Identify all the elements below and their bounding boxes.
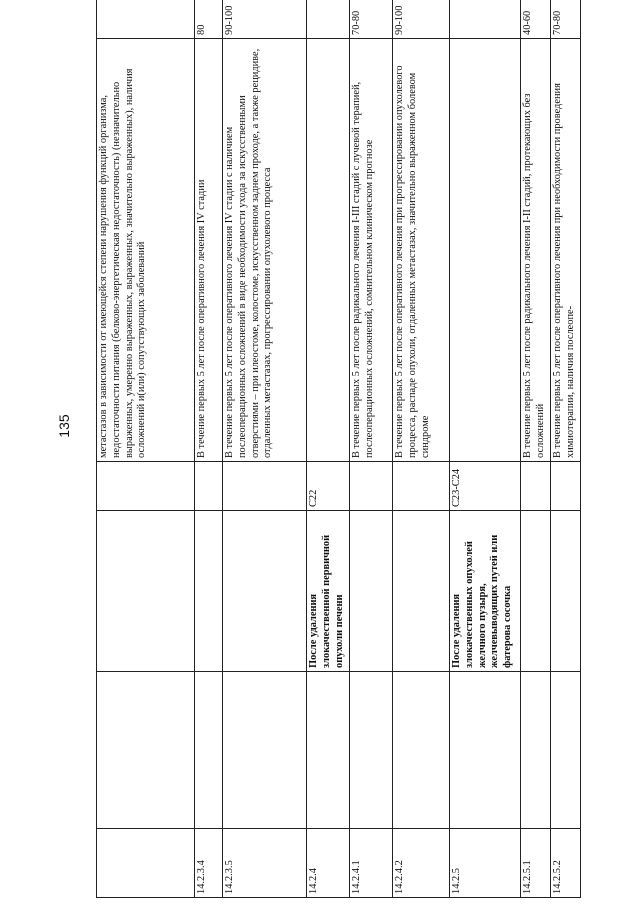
table-row <box>97 0 195 898</box>
category-cell <box>450 672 521 829</box>
condition-name: После удаления злокачественных опухолей желчного пузыря, желчевыводящих путей или фатерова сосочка <box>450 511 521 672</box>
percent-value: 80 <box>195 0 223 39</box>
percent-value <box>450 0 521 39</box>
classification-table <box>96 0 581 898</box>
percent-value: 70-80 <box>551 0 581 39</box>
item-number: 14.2.4.2 <box>393 829 450 898</box>
percent-value <box>97 0 195 39</box>
table-row <box>350 0 393 898</box>
condition-name: После удаления злокачественной первичной опухоли печени <box>307 511 350 672</box>
icd-code <box>393 462 450 511</box>
percent-value <box>307 0 350 39</box>
category-cell <box>393 672 450 829</box>
condition-name <box>195 511 223 672</box>
condition-name <box>223 511 307 672</box>
table-row <box>307 0 350 898</box>
page-number: 135 <box>56 414 72 438</box>
table-row <box>195 0 223 898</box>
item-number: 14.2.4.1 <box>350 829 393 898</box>
item-number: 14.2.3.4 <box>195 829 223 898</box>
category-cell <box>195 672 223 829</box>
category-cell <box>97 672 195 829</box>
table-row <box>521 0 551 898</box>
percent-value: 90-100 <box>223 0 307 39</box>
category-cell <box>551 672 581 829</box>
condition-description: метастазов в зависимости от имеющейся степени нарушения функций организма, недостаточности питания (белково-энергетическая недостаточность) (незначительно выраженных, умеренно выраженных, выраженных, значительно выраженных), наличия осложнений и(или) сопутствующих заболеваний <box>97 39 195 462</box>
percent-value: 40-60 <box>521 0 551 39</box>
table-row <box>393 0 450 898</box>
category-cell <box>350 672 393 829</box>
item-number: 14.2.5 <box>450 829 521 898</box>
item-number: 14.2.5.1 <box>521 829 551 898</box>
condition-description: В течение первых 5 лет после радикального лечения I-III стадий с лучевой терапией, послеоперационных осложнений, сомнительном клиническом прогнозе <box>350 39 393 462</box>
condition-description: В течение первых 5 лет после оперативного лечения IV стадии с наличием послеоперационных осложнений в виде необходимости ухода за искусственными отверстиями – при илеостоме, колостоме, искусственном заднем проходе, а также рецидиве, отдаленных метастазах, прогрессировании опухолевого процесса <box>223 39 307 462</box>
item-number: 14.2.5.2 <box>551 829 581 898</box>
percent-value: 90-100 <box>393 0 450 39</box>
item-number <box>97 829 195 898</box>
item-number: 14.2.3.5 <box>223 829 307 898</box>
condition-name <box>521 511 551 672</box>
condition-name <box>97 511 195 672</box>
condition-description <box>307 39 350 462</box>
percent-value: 70-80 <box>350 0 393 39</box>
condition-description <box>450 39 521 462</box>
icd-code <box>97 462 195 511</box>
condition-name <box>551 511 581 672</box>
table-row <box>223 0 307 898</box>
icd-code <box>195 462 223 511</box>
icd-code <box>521 462 551 511</box>
condition-name <box>393 511 450 672</box>
icd-code: C22 <box>307 462 350 511</box>
category-cell <box>223 672 307 829</box>
icd-code <box>223 462 307 511</box>
condition-description: В течение первых 5 лет после оперативного лечения IV стадии <box>195 39 223 462</box>
icd-code: C23-C24 <box>450 462 521 511</box>
item-number: 14.2.4 <box>307 829 350 898</box>
table-row <box>450 0 521 898</box>
table-row <box>551 0 581 898</box>
condition-name <box>350 511 393 672</box>
icd-code <box>551 462 581 511</box>
category-cell <box>307 672 350 829</box>
icd-code <box>350 462 393 511</box>
condition-description: В течение первых 5 лет после оперативного лечения при прогрессировании опухолевого процесса, распаде опухоли, отдаленных метастазах, значительно выраженном болевом синдроме <box>393 39 450 462</box>
classification-table-rotated <box>96 5 596 898</box>
category-cell <box>521 672 551 829</box>
condition-description: В течение первых 5 лет после оперативного лечения при необходимости проведения химиотерапии, наличия послеопе- <box>551 39 581 462</box>
condition-description: В течение первых 5 лет после радикального лечения I-II стадий, протекающих без осложнений <box>521 39 551 462</box>
